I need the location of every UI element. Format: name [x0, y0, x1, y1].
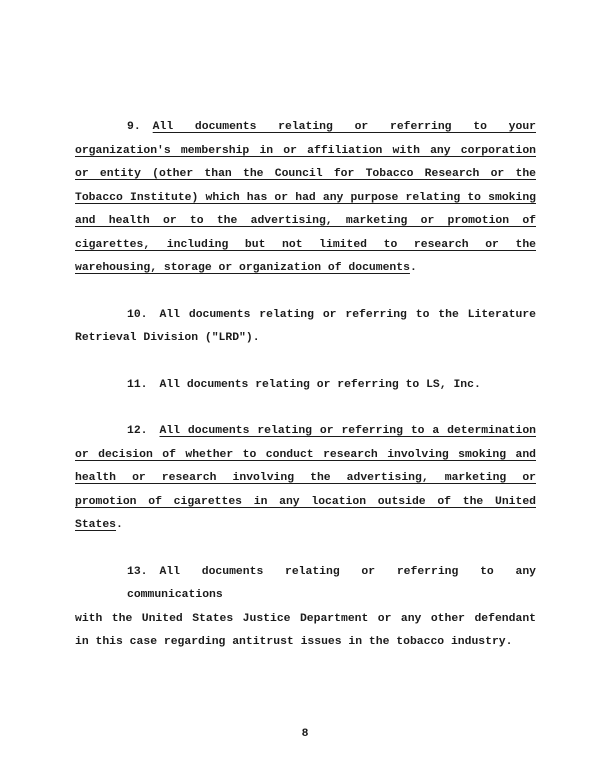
paragraph-text: All documents relating or referring to your [152, 121, 536, 133]
paragraph-line [75, 420, 536, 444]
paragraph-text: All documents relating or referring to a determination [159, 425, 536, 437]
paragraph-11 [75, 374, 536, 398]
paragraph-line [75, 467, 536, 491]
paragraph-text: cigarettes, including but not limited to research or the [75, 238, 536, 251]
paragraph-line [75, 374, 536, 398]
paragraph-line [75, 257, 536, 281]
paragraph-line [75, 234, 536, 258]
paragraph-line [75, 304, 536, 328]
paragraph-line [75, 491, 536, 515]
paragraph-text: promotion of cigarettes in any location outside of the United [75, 495, 536, 508]
paragraph-line [75, 444, 536, 468]
paragraph-text: All documents relating or referring to any communications [127, 565, 536, 601]
paragraph-text: States [75, 519, 117, 531]
paragraph-suffix: . [409, 262, 417, 274]
paragraph-text: All documents relating or referring to the Literature [159, 308, 536, 321]
paragraph-line [75, 608, 536, 632]
paragraph-number: 10. [127, 308, 148, 321]
paragraph-9 [75, 116, 536, 281]
paragraph-number: 11. [127, 378, 148, 391]
paragraph-text: in this case regarding antitrust issues in the tobacco industry. [75, 636, 513, 648]
paragraph-text: or decision of whether to conduct research involving smoking and [75, 448, 536, 461]
page-number: 8 [301, 727, 310, 740]
paragraph-line [75, 210, 536, 234]
paragraph-text: All documents relating or referring to LS, Inc. [159, 378, 481, 391]
paragraph-number: 13. [127, 565, 148, 578]
paragraph-line [75, 116, 536, 140]
paragraph-text: with the United States Justice Department or any other defendant [75, 612, 536, 625]
paragraph-line [75, 327, 536, 351]
paragraph-text: Retrieval Division ("LRD"). [75, 332, 260, 344]
paragraph-text: organization's membership in or affiliation with any corporation [75, 144, 536, 157]
paragraph-line [75, 561, 536, 608]
paragraph-number: 9. [127, 121, 141, 133]
paragraph-text: or entity (other than the Council for Tobacco Research or the [75, 168, 536, 180]
paragraph-line [75, 514, 536, 538]
paragraph-text: Tobacco Institute) which has or had any purpose relating to smoking [75, 191, 536, 204]
paragraph-text: and health or to the advertising, marketing or promotion of [75, 215, 536, 227]
paragraph-line [75, 187, 536, 211]
paragraph-number: 12. [127, 425, 148, 437]
paragraph-text: health or research involving the advertising, marketing or [75, 472, 536, 484]
paragraph-10 [75, 304, 536, 351]
paragraph-suffix: . [116, 519, 123, 531]
paragraph-line [75, 163, 536, 187]
paragraph-12 [75, 420, 536, 538]
paragraph-line [75, 140, 536, 164]
paragraph-13 [75, 561, 536, 655]
paragraph-text: warehousing, storage or organization of documents [75, 262, 410, 274]
paragraph-line [75, 631, 536, 655]
